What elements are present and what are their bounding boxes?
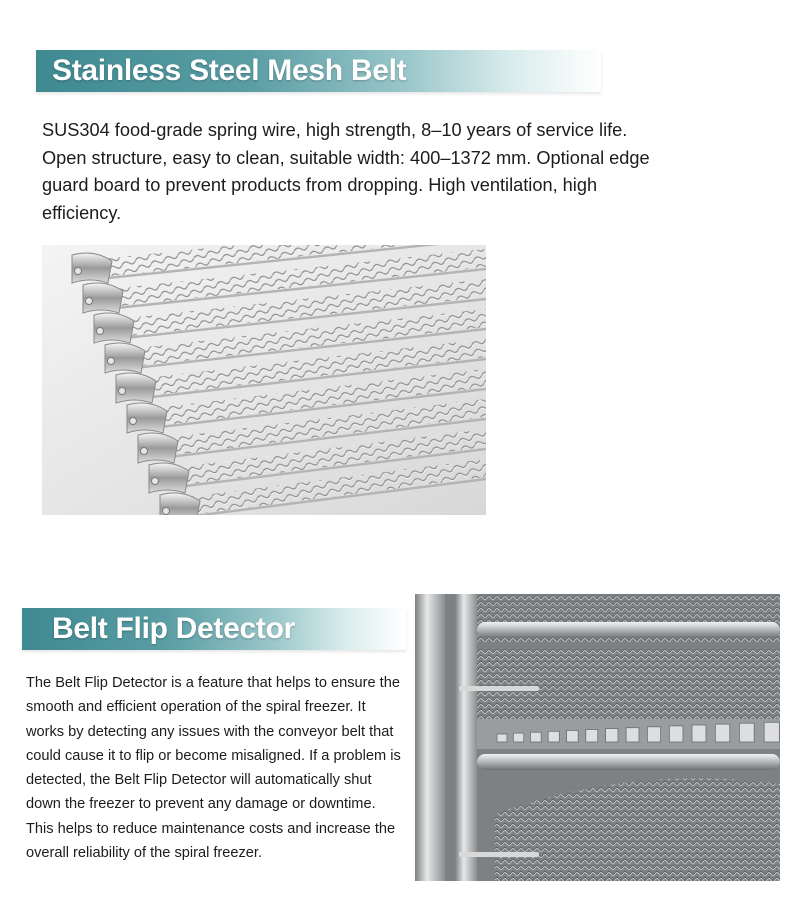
section-title-banner (22, 608, 406, 650)
mesh-belt-description: SUS304 food-grade spring wire, high strength, 8–10 years of service life. Open structure, easy to clean, suitable width: 400–1372 mm. Optional edge guard board to prevent products from dropping. High ventilation, high efficiency. (42, 120, 650, 223)
spiral-freezer-photo (415, 594, 780, 881)
section-title: Belt Flip Detector (52, 612, 295, 645)
mesh-belt-photo (42, 245, 486, 515)
section-title: Stainless Steel Mesh Belt (52, 54, 407, 87)
section-title-banner (36, 50, 601, 92)
belt-flip-detector-description: The Belt Flip Detector is a feature that helps to ensure the smooth and efficient operation of the spiral freezer. It works by detecting any issues with the conveyor belt that could cause it to flip or become misaligned. If a problem is detected, the Belt Flip Detector will automatically shut down the freezer to prevent any damage or downtime. This helps to reduce maintenance costs and increase the overall reliability of the spiral freezer. (26, 675, 401, 862)
